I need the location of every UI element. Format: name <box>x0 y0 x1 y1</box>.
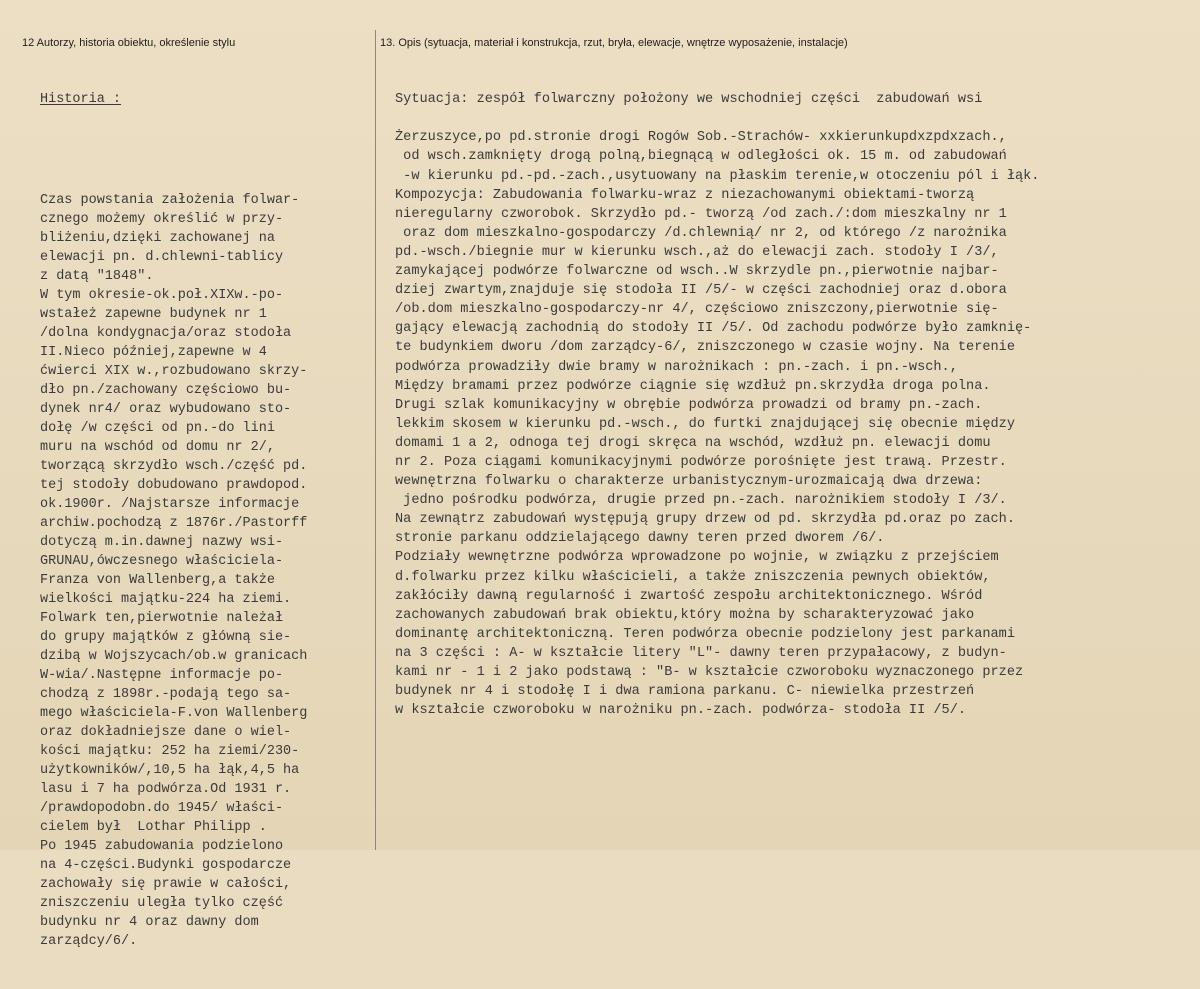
text-line: kości majątku: 252 ha ziemi/230- <box>40 744 300 759</box>
text-line: podwórza prowadziły dwie bramy w narożnikach : pn.-zach. i pn.-wsch., <box>395 359 958 375</box>
text-line: wstałeż zapewne budynek nr 1 <box>40 307 267 322</box>
text-line: wielkości majątku-224 ha ziemi. <box>40 592 292 607</box>
text-line: z datą "1848". <box>40 269 154 284</box>
text-line: cielem był Lothar Philipp . <box>40 820 267 835</box>
text-line <box>395 109 1190 128</box>
text-line: wewnętrzna folwarku o charakterze urbanistycznym-urozmaicają dwa drzewa: <box>395 474 983 490</box>
text-line: zniszczeniu uległa tylko część <box>40 896 284 911</box>
text-line: ćwierci XIX w.,rozbudowano skrzy- <box>40 364 308 379</box>
history-column <box>40 52 372 989</box>
text-line: domami 1 a 2, odnoga tej drogi skręca na wschód, wzdłuż pn. elewacji domu <box>395 435 991 451</box>
text-line: dołę /w części od pn.-do lini <box>40 421 275 436</box>
text-line: -w kierunku pd.-pd.-zach.,usytuowany na płaskim terenie,w otoczeniu pól i łąk. <box>395 168 1040 184</box>
text-line: lasu i 7 ha podwórza.Od 1931 r. <box>40 782 292 797</box>
text-line: lekkim skosem w kierunku pd.-wsch., do furtki znajdującej się obecnie między <box>395 416 1015 432</box>
history-heading: Historia : <box>40 92 122 107</box>
text-line: W-wia/.Następne informacje po- <box>40 668 284 683</box>
text-line: Między bramami przez podwórze ciągnie się wzdłuż pn.skrzydła droga polna. <box>395 378 991 394</box>
text-line: dotyczą m.in.dawnej nazwy wsi- <box>40 535 284 550</box>
text-line: te budynkiem dworu /dom zarządcy-6/, zniszczonego w czasie wojny. Na terenie <box>395 340 1015 356</box>
text-line: cznego możemy określić w przy- <box>40 212 284 227</box>
text-line: Po 1945 zabudowania podzielono <box>40 839 284 854</box>
text-line: zachowały się prawie w całości, <box>40 877 292 892</box>
text-line: /dolna kondygnacja/oraz stodoła <box>40 326 292 341</box>
text-line: Sytuacja: zespół folwarczny położony we wschodniej części zabudowań wsi <box>395 92 983 108</box>
text-line: jedno pośrodku podwórza, drugie przed pn.-zach. narożnikiem stodoły I /3/. <box>395 493 1007 509</box>
text-line: Franza von Wallenberg,a także <box>40 573 275 588</box>
text-line: mego właściciela-F.von Wallenberg <box>40 706 308 721</box>
text-line: GRUNAU,ówczesnego właściciela- <box>40 554 284 569</box>
text-line: /ob.dom mieszkalno-gospodarczy-nr 4/, częściowo zniszczony,pierwotnie się- <box>395 302 999 318</box>
text-line: gający elewacją zachodnią do stodoły II /5/. Od zachodu podwórze było zamknię- <box>395 321 1032 337</box>
text-line: W tym okresie-ok.poł.XIXw.-po- <box>40 288 284 303</box>
column-divider <box>375 30 376 850</box>
text-line: dziej zwartym,znajduje się stodoła II /5/- w części zachodniej oraz d.obora <box>395 283 1007 299</box>
text-line: II.Nieco później,zapewne w 4 <box>40 345 267 360</box>
text-line: od wsch.zamknięty drogą polną,biegnącą w odległości ok. 15 m. od zabudowań <box>395 149 1007 165</box>
text-line: zamykającej podwórze folwarczne od wsch..W skrzydle pn.,pierwotnie najbar- <box>395 264 999 280</box>
text-line: archiw.pochodzą z 1876r./Pastorff <box>40 516 308 531</box>
text-line: zarządcy/6/. <box>40 934 138 949</box>
description-text <box>395 90 1190 720</box>
text-line: budynek nr 4 i stodołę I i dwa ramiona parkanu. C- niewielka przestrzeń <box>395 684 975 700</box>
text-line: ok.1900r. /Najstarsze informacje <box>40 497 300 512</box>
text-line: stronie parkanu oddzielającego dawny teren przed dworem /6/. <box>395 531 885 547</box>
text-line: użytkowników/,10,5 ha łąk,4,5 ha <box>40 763 300 778</box>
text-line: budynku nr 4 oraz dawny dom <box>40 915 259 930</box>
text-line: na 4-części.Budynki gospodarcze <box>40 858 292 873</box>
text-line: do grupy majątków z główną sie- <box>40 630 292 645</box>
text-line: zakłóciły dawną regularność i zwartość zespołu architektonicznego. Wśród <box>395 588 983 604</box>
text-line: nieregularny czworobok. Skrzydło pd.- tworzą /od zach./:dom mieszkalny nr 1 <box>395 206 1007 222</box>
text-line: nr 2. Poza ciągami komunikacyjnymi podwórze porośnięte jest trawą. Przestr. <box>395 454 1007 470</box>
text-line: d.folwarku przez kilku właścicieli, a także zniszczenia pewnych obiektów, <box>395 569 991 585</box>
text-line: bliżeniu,dzięki zachowanej na <box>40 231 275 246</box>
text-line: Podziały wewnętrzne podwórza wprowadzone po wojnie, w związku z przejściem <box>395 550 999 566</box>
text-line: muru na wschód od domu nr 2/, <box>40 440 275 455</box>
text-line: Kompozycja: Zabudowania folwarku-wraz z niezachowanymi obiektami-tworzą <box>395 187 975 203</box>
text-line: dominantę architektoniczną. Teren podwórza obecnie podzielony jest parkanami <box>395 626 1015 642</box>
text-line: dzibą w Wojszycach/ob.w granicach <box>40 649 308 664</box>
section-12-header: 12 Autorzy, historia obiektu, określenie stylu <box>22 37 236 49</box>
history-text <box>40 191 372 951</box>
section-13-header: 13. Opis (sytuacja, materiał i konstrukcja, rzut, bryła, elewacje, wnętrze wyposażenie, instalacje) <box>380 37 848 49</box>
text-line: /prawdopodobn.do 1945/ właści- <box>40 801 284 816</box>
text-line: Na zewnątrz zabudowań występują grupy drzew od pd. skrzydła pd.oraz po zach. <box>395 512 1015 528</box>
text-line: Żerzuszyce,po pd.stronie drogi Rogów Sob.-Strachów- xxkierunkupdxzpdxzach., <box>395 130 1007 146</box>
text-line: pd.-wsch./biegnie mur w kierunku wsch.,aż do elewacji zach. stodoły I /3/, <box>395 244 999 260</box>
text-line: kami nr - 1 i 2 jako podstawą : "B- w kształcie czworoboku wyznaczonego przez <box>395 665 1024 680</box>
text-line: chodzą z 1898r.-podają tego sa- <box>40 687 292 702</box>
text-line: dło pn./zachowany częściowo bu- <box>40 383 292 398</box>
text-line: w kształcie czworoboku w narożniku pn.-zach. podwórza- stodoła II /5/. <box>395 703 967 719</box>
text-line: Czas powstania założenia folwar- <box>40 193 300 208</box>
description-column <box>395 52 1190 758</box>
text-line: Drugi szlak komunikacyjny w obrębie podwórza prowadzi od bramy pn.-zach. <box>395 397 983 413</box>
text-line: elewacji pn. d.chlewni-tablicy <box>40 250 284 265</box>
text-line: dynek nr4/ oraz wybudowano sto- <box>40 402 292 417</box>
text-line: oraz dokładniejsze dane o wiel- <box>40 725 292 740</box>
text-line: na 3 części : A- w kształcie litery "L"- dawny teren przypałacowy, z budyn- <box>395 645 1007 661</box>
text-line: Folwark ten,pierwotnie należał <box>40 611 284 626</box>
text-line: tej stodoły dobudowano prawdopod. <box>40 478 308 493</box>
text-line: oraz dom mieszkalno-gospodarczy /d.chlewnią/ nr 2, od którego /z narożnika <box>395 225 1007 241</box>
text-line: tworzącą skrzydło wsch./część pd. <box>40 459 308 474</box>
text-line: zachowanych zabudowań brak obiektu,który można by scharakteryzować jako <box>395 607 975 623</box>
